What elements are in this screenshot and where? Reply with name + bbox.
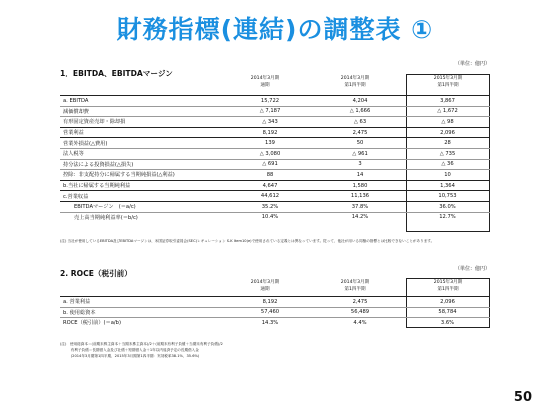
row-value: △ 3,080 [225,148,315,159]
col-year: 2014年3月期 [340,280,370,285]
table-row [60,201,490,212]
row-value: 4,204 [315,96,405,107]
row-value: 3,867 [405,96,490,107]
row-value: 10,753 [405,191,490,202]
section2-col3-header [404,280,492,293]
section1-unit: （単位：億円） [455,61,491,67]
table-row [60,127,490,138]
row-label: 営業利益 [60,127,225,138]
table-row [60,318,490,328]
table-row [60,170,490,181]
row-value: △ 691 [225,159,315,170]
row-value: 3 [315,159,405,170]
row-value: △ 1,672 [405,106,490,117]
table-row [60,297,490,308]
row-value: △ 98 [405,117,490,128]
row-label: b.当社に帰属する当期純利益 [60,180,225,191]
row-value: 8,192 [225,127,315,138]
row-label: EBITDAマージン (＝a/c) [60,201,225,212]
col-period: 第1四半期 [344,286,366,292]
row-value: 35.2% [225,201,315,212]
section1-col1-header [220,76,310,89]
row-value: 139 [225,138,315,149]
row-value: △ 7,187 [225,106,315,117]
section1-heading: 1．EBITDA、EBITDAマージン [60,69,173,78]
section1-col2-header [310,76,400,89]
roce-table [60,296,490,328]
col-period: 通期 [260,286,270,292]
section2-note-line: (注) 使用総資本＝(前期末株主資本＋当期末株主資本)/2＋(前期末有利子負債＋当期末有利子負債)/2 [60,342,223,346]
table-row [60,117,490,128]
table-row [60,307,490,318]
row-label: 営業外損益(△費用) [60,138,225,149]
section2-heading: 2. ROCE（税引前） [60,269,132,278]
section1-col3-header [404,76,492,89]
table-row [60,106,490,117]
table-row [60,180,490,191]
row-label: 有形固定資産売却・除却損 [60,117,225,128]
row-value: 8,192 [225,297,315,308]
page-title: 財務指標(連結)の調整表 ① [116,15,434,44]
row-label: 減価償却費 [60,106,225,117]
row-value: 2,096 [405,297,490,308]
row-value: 11,136 [315,191,405,202]
row-value: 88 [225,170,315,181]
row-label: a. EBITDA [60,96,225,107]
col-period: 第1四半期 [437,82,459,88]
table-row [60,148,490,159]
row-value: 1,364 [405,180,490,191]
row-value: 50 [315,138,405,149]
row-value: 14 [315,170,405,181]
row-value: 14.2% [315,212,405,222]
table-row [60,191,490,202]
table-row [60,96,490,107]
col-period: 通期 [260,82,270,88]
row-value: 44,612 [225,191,315,202]
row-label: 法人税等 [60,148,225,159]
row-value: △ 63 [315,117,405,128]
row-value: 57,460 [225,307,315,318]
row-value: △ 36 [405,159,490,170]
row-value: 2,475 [315,297,405,308]
table-row [60,212,490,222]
col-year: 2014年3月期 [340,76,370,81]
row-value: 2,475 [315,127,405,138]
row-value: △ 343 [225,117,315,128]
row-label: b. 使用総資本 [60,307,225,318]
row-value: 37.8% [315,201,405,212]
row-label: 持分法による投資損益(△損失) [60,159,225,170]
row-value: 15,722 [225,96,315,107]
row-label: ROCE（税引前）(＝a/b) [60,318,225,328]
row-value: △ 1,666 [315,106,405,117]
row-value: 14.3% [225,318,315,328]
ebitda-table [60,95,490,222]
table-row [60,138,490,149]
row-value: △ 735 [405,148,490,159]
col-year: 2015年3月期 [433,280,463,285]
section2-note-line: 有利子負債＝長期借入金及び社債＋短期借入金＋1年以内返済予定の長期借入金 [60,348,199,352]
row-label: c.営業収益 [60,191,225,202]
col-period: 第1四半期 [344,82,366,88]
col-year: 2014年3月期 [250,76,280,81]
row-value: 36.0% [405,201,490,212]
row-value: 56,489 [315,307,405,318]
row-label: a. 営業利益 [60,297,225,308]
col-year: 2014年3月期 [250,280,280,285]
row-value: 3.6% [405,318,490,328]
row-value: 1,580 [315,180,405,191]
col-year: 2015年3月期 [433,76,463,81]
section2-notes [60,341,223,359]
row-label: 控除：非支配持分に帰属する当期純損益(△利益) [60,170,225,181]
table-row [60,159,490,170]
section1-note: (注) 当社が使用しているEBITDA及びEBITDAマージンは、米国証券取引委員会(SEC)レギュレーション S-K Item10(e)で使用されている定義とは異なっています。従って、他社が用いる同様の指標とは比較できないことがあります。 [60,239,435,243]
row-value: 10.4% [225,212,315,222]
section2-note-line: (2014年3月期第1四半期、2015年3月期第1四半期：実効税率38.1%、35.6%) [60,354,200,358]
row-value: 28 [405,138,490,149]
section2-unit: （単位：億円） [455,266,491,272]
col-period: 第1四半期 [437,286,459,292]
page-number: 50 [513,390,532,405]
row-value: 12.7% [405,212,490,222]
row-value: 2,096 [405,127,490,138]
row-value: △ 961 [315,148,405,159]
row-value: 10 [405,170,490,181]
row-value: 58,784 [405,307,490,318]
row-value: 4.4% [315,318,405,328]
row-label: 売上高当期純利益率(＝b/c) [60,212,225,222]
section2-col1-header [220,280,310,293]
section2-col2-header [310,280,400,293]
row-value: 4,647 [225,180,315,191]
